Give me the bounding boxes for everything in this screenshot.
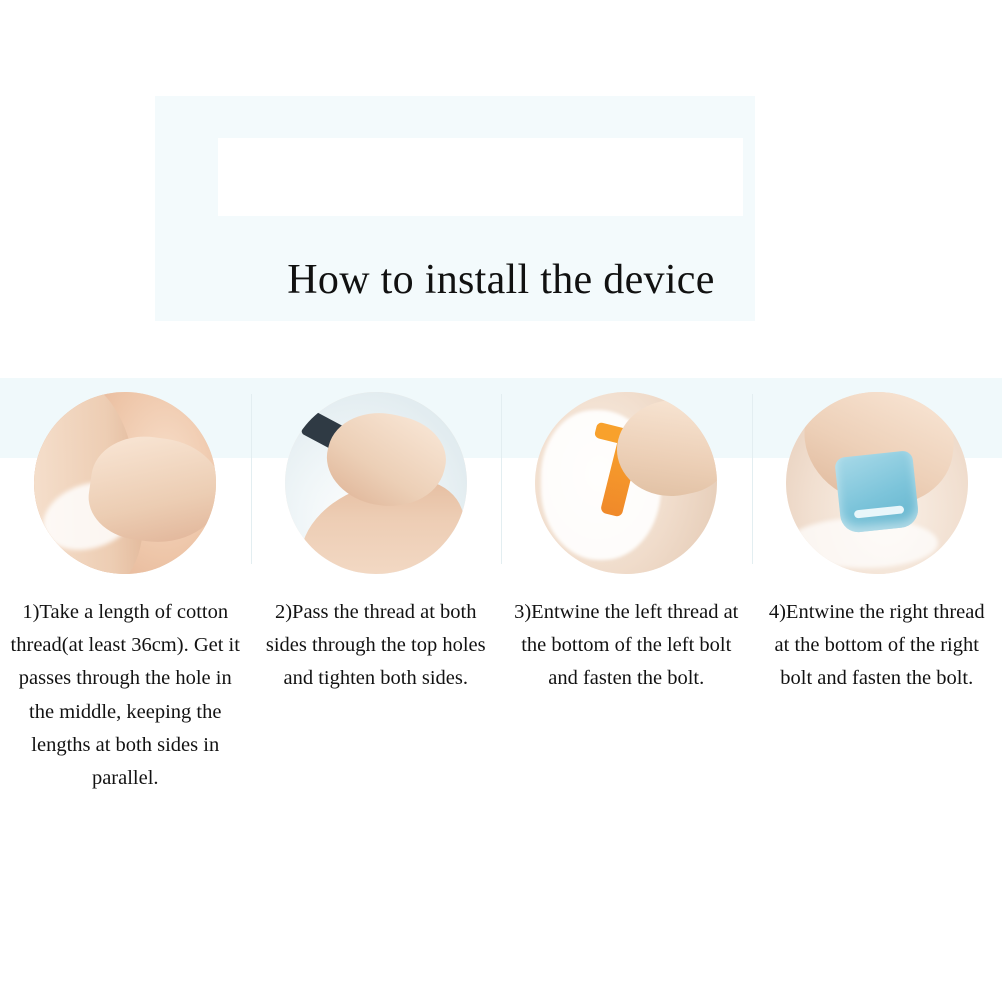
background-panel-inner: [218, 138, 743, 216]
step-item: [752, 392, 1002, 696]
step-caption: 4)Entwine the right thread at the bottom of the right bolt and fasten the bolt.: [768, 601, 985, 690]
step-3-photo: [535, 392, 717, 574]
step-item: [251, 392, 502, 696]
step-1-photo: [34, 392, 216, 574]
step-caption: 1)Take a length of cotton thread(at least 36cm). Get it passes through the hole in the middle, keeping the lengths at both sides in parallel.: [10, 601, 240, 790]
step-item: [0, 392, 251, 795]
step-caption: 2)Pass the thread at both sides through the top holes and tighten both sides.: [265, 601, 486, 690]
step-item: [501, 392, 752, 696]
step-4-photo: [786, 392, 968, 574]
page-title: How to install the device: [287, 257, 715, 304]
blue-device-shape: [834, 450, 920, 534]
step-2-photo: [285, 392, 467, 574]
steps-row: [0, 392, 1002, 795]
step-caption: 3)Entwine the left thread at the bottom of the left bolt and fasten the bolt.: [514, 601, 739, 690]
